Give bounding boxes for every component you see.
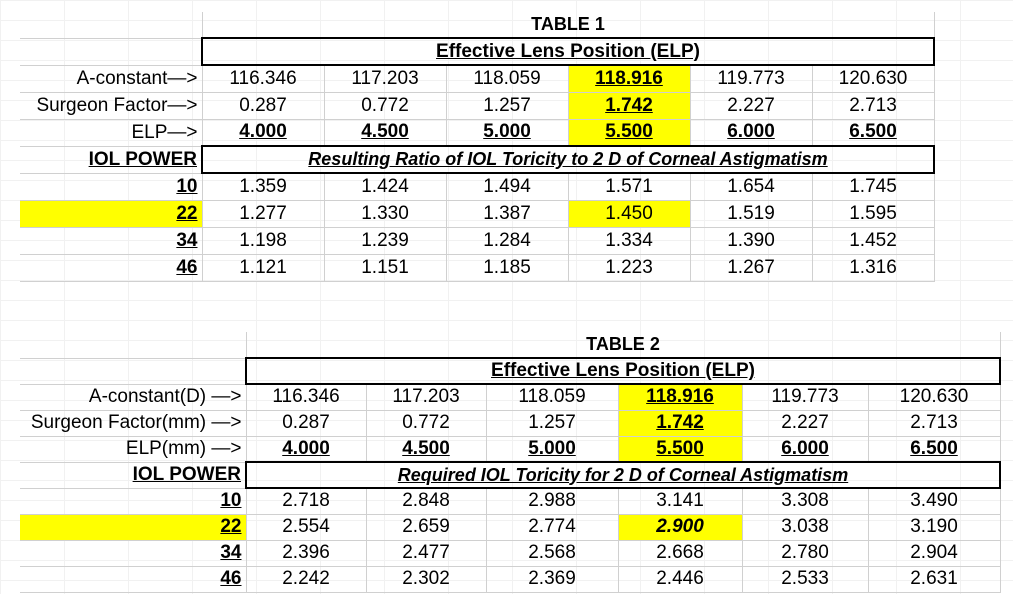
table-1-row-a-constant bbox=[20, 65, 934, 92]
table-2-subheader: Required IOL Toricity for 2 D of Corneal Astigmatism bbox=[246, 462, 1000, 488]
cell: 2.659 bbox=[366, 514, 486, 540]
row-label: ELP(mm) —> bbox=[20, 436, 246, 462]
cell: 1.316 bbox=[812, 254, 934, 281]
iol-value-highlighted: 22 bbox=[20, 514, 246, 540]
cell: 0.287 bbox=[246, 410, 366, 436]
table-row bbox=[20, 566, 1000, 592]
cell: 5.000 bbox=[446, 119, 568, 146]
cell: 1.519 bbox=[690, 200, 812, 227]
cell: 1.745 bbox=[812, 173, 934, 200]
table-2-row-surgeon-factor bbox=[20, 410, 1000, 436]
cell: 5.000 bbox=[486, 436, 618, 462]
iol-value-highlighted: 22 bbox=[20, 200, 202, 227]
cell: 2.242 bbox=[246, 566, 366, 592]
cell: 1.390 bbox=[690, 227, 812, 254]
table-row bbox=[20, 227, 934, 254]
iol-value: 34 bbox=[20, 227, 202, 254]
iol-value: 46 bbox=[20, 566, 246, 592]
table-2-row-a-constant bbox=[20, 384, 1000, 410]
cell-highlighted: 5.500 bbox=[568, 119, 690, 146]
cell: 1.654 bbox=[690, 173, 812, 200]
cell: 120.630 bbox=[812, 65, 934, 92]
cell-highlighted: 118.916 bbox=[618, 384, 742, 410]
cell: 0.772 bbox=[366, 410, 486, 436]
table-1-elp-header: Effective Lens Position (ELP) bbox=[202, 38, 934, 65]
cell: 1.239 bbox=[324, 227, 446, 254]
cell: 116.346 bbox=[246, 384, 366, 410]
cell: 6.500 bbox=[868, 436, 1000, 462]
cell: 2.446 bbox=[618, 566, 742, 592]
cell: 2.568 bbox=[486, 540, 618, 566]
cell: 3.141 bbox=[618, 488, 742, 514]
iol-value: 10 bbox=[20, 488, 246, 514]
cell: 1.387 bbox=[446, 200, 568, 227]
cell: 1.571 bbox=[568, 173, 690, 200]
cell: 116.346 bbox=[202, 65, 324, 92]
cell: 117.203 bbox=[366, 384, 486, 410]
table-row bbox=[20, 173, 934, 200]
iol-power-label: IOL POWER bbox=[20, 462, 246, 488]
table-1-row-surgeon-factor bbox=[20, 92, 934, 119]
cell: 2.713 bbox=[868, 410, 1000, 436]
cell-highlighted: 118.916 bbox=[568, 65, 690, 92]
table-2-elp-header: Effective Lens Position (ELP) bbox=[246, 358, 1000, 384]
cell: 1.494 bbox=[446, 173, 568, 200]
cell: 118.059 bbox=[486, 384, 618, 410]
row-label: A-constant—> bbox=[20, 65, 202, 92]
cell: 3.190 bbox=[868, 514, 1000, 540]
cell: 1.277 bbox=[202, 200, 324, 227]
cell: 0.772 bbox=[324, 92, 446, 119]
cell: 2.554 bbox=[246, 514, 366, 540]
cell-highlighted: 1.450 bbox=[568, 200, 690, 227]
cell: 2.988 bbox=[486, 488, 618, 514]
table-1-subheader: Resulting Ratio of IOL Toricity to 2 D of Corneal Astigmatism bbox=[202, 146, 934, 173]
row-label: A-constant(D) —> bbox=[20, 384, 246, 410]
cell: 2.713 bbox=[812, 92, 934, 119]
cell: 1.151 bbox=[324, 254, 446, 281]
table-1-row-elp bbox=[20, 119, 934, 146]
cell-highlighted: 2.900 bbox=[618, 514, 742, 540]
cell: 6.000 bbox=[690, 119, 812, 146]
table-row bbox=[20, 254, 934, 281]
cell: 118.059 bbox=[446, 65, 568, 92]
table-2-title: TABLE 2 bbox=[246, 332, 1000, 358]
cell: 2.227 bbox=[742, 410, 868, 436]
table-2-corner bbox=[20, 332, 246, 358]
table-2-row-elp bbox=[20, 436, 1000, 462]
cell: 1.330 bbox=[324, 200, 446, 227]
table-row bbox=[20, 514, 1000, 540]
iol-value: 10 bbox=[20, 173, 202, 200]
cell: 2.533 bbox=[742, 566, 868, 592]
cell: 2.774 bbox=[486, 514, 618, 540]
table-1 bbox=[20, 12, 935, 282]
cell-highlighted: 1.742 bbox=[618, 410, 742, 436]
cell: 4.000 bbox=[246, 436, 366, 462]
cell: 1.452 bbox=[812, 227, 934, 254]
cell: 2.780 bbox=[742, 540, 868, 566]
cell: 2.848 bbox=[366, 488, 486, 514]
cell: 2.227 bbox=[690, 92, 812, 119]
cell: 120.630 bbox=[868, 384, 1000, 410]
cell: 2.369 bbox=[486, 566, 618, 592]
cell: 2.631 bbox=[868, 566, 1000, 592]
table-row bbox=[20, 540, 1000, 566]
cell: 1.284 bbox=[446, 227, 568, 254]
table-row bbox=[20, 488, 1000, 514]
cell: 2.904 bbox=[868, 540, 1000, 566]
cell: 1.424 bbox=[324, 173, 446, 200]
cell: 117.203 bbox=[324, 65, 446, 92]
cell: 1.595 bbox=[812, 200, 934, 227]
cell: 2.302 bbox=[366, 566, 486, 592]
row-label: Surgeon Factor—> bbox=[20, 92, 202, 119]
cell: 6.000 bbox=[742, 436, 868, 462]
cell: 3.490 bbox=[868, 488, 1000, 514]
row-label: ELP—> bbox=[20, 119, 202, 146]
cell: 1.121 bbox=[202, 254, 324, 281]
cell: 2.668 bbox=[618, 540, 742, 566]
cell: 119.773 bbox=[742, 384, 868, 410]
iol-value: 46 bbox=[20, 254, 202, 281]
table-1-title: TABLE 1 bbox=[202, 12, 934, 38]
cell: 4.500 bbox=[366, 436, 486, 462]
iol-power-label: IOL POWER bbox=[20, 146, 202, 173]
cell: 119.773 bbox=[690, 65, 812, 92]
cell: 1.257 bbox=[446, 92, 568, 119]
row-label: Surgeon Factor(mm) —> bbox=[20, 410, 246, 436]
cell: 2.477 bbox=[366, 540, 486, 566]
table-2 bbox=[20, 332, 1001, 593]
cell: 2.718 bbox=[246, 488, 366, 514]
cell: 1.257 bbox=[486, 410, 618, 436]
cell: 1.267 bbox=[690, 254, 812, 281]
cell: 3.308 bbox=[742, 488, 868, 514]
cell: 4.000 bbox=[202, 119, 324, 146]
cell-highlighted: 1.742 bbox=[568, 92, 690, 119]
cell: 4.500 bbox=[324, 119, 446, 146]
table-row bbox=[20, 200, 934, 227]
cell: 6.500 bbox=[812, 119, 934, 146]
cell: 1.334 bbox=[568, 227, 690, 254]
cell: 1.359 bbox=[202, 173, 324, 200]
cell: 1.223 bbox=[568, 254, 690, 281]
cell-highlighted: 5.500 bbox=[618, 436, 742, 462]
cell: 3.038 bbox=[742, 514, 868, 540]
cell: 0.287 bbox=[202, 92, 324, 119]
cell: 1.198 bbox=[202, 227, 324, 254]
iol-value: 34 bbox=[20, 540, 246, 566]
cell: 1.185 bbox=[446, 254, 568, 281]
cell: 2.396 bbox=[246, 540, 366, 566]
table-1-corner bbox=[20, 12, 202, 38]
